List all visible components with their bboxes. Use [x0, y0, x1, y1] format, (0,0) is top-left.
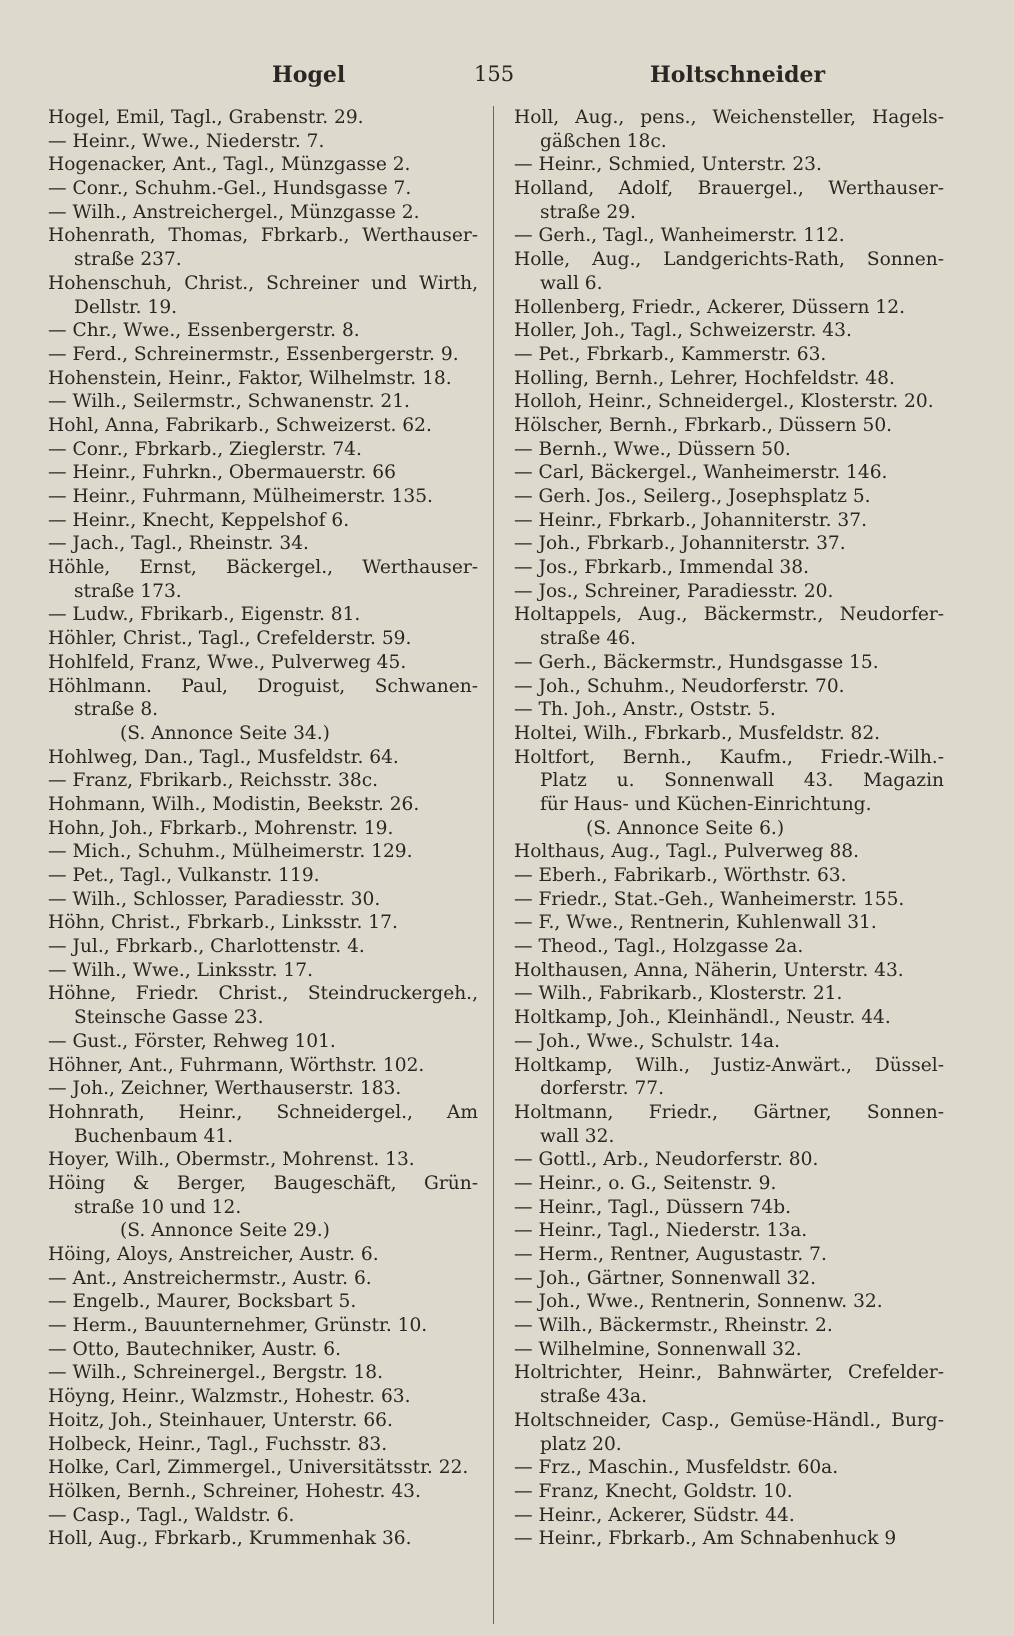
directory-line: Hohlfeld, Franz, Wwe., Pulverweg 45.	[48, 651, 407, 673]
directory-line: — Ludw., Fbrikarb., Eigenstr. 81.	[48, 604, 361, 626]
directory-line: — Gerh. Jos., Seilerg., Josephsplatz 5.	[514, 486, 871, 507]
directory-line: Holtmann, Friedr., Gärtner, Sonnen-	[514, 1101, 944, 1123]
directory-line: Hölscher, Bernh., Fbrkarb., Düssern 50.	[514, 414, 893, 436]
directory-line: — Heinr., Fbrkarb., Johanniterstr. 37.	[514, 509, 868, 531]
directory-line: — Carl, Bäckergel., Wanheimerstr. 146.	[514, 462, 888, 484]
directory-line: — Jos., Schreiner, Paradiesstr. 20.	[514, 580, 834, 602]
directory-line: Hogel, Emil, Tagl., Grabenstr. 29.	[48, 107, 364, 128]
directory-line: platz 20.	[540, 1433, 622, 1455]
directory-line: — Jul., Fbrkarb., Charlottenstr. 4.	[48, 936, 365, 958]
directory-line: — Wilh., Seilermstr., Schwanenstr. 21.	[48, 391, 410, 413]
directory-line: Holle, Aug., Landgerichts-Rath, Sonnen-	[514, 249, 944, 271]
directory-line: — Joh., Schuhm., Neudorferstr. 70.	[514, 675, 845, 697]
directory-line: — Herm., Rentner, Augustastr. 7.	[514, 1244, 827, 1265]
directory-line: Holtkamp, Wilh., Justiz-Anwärt., Düssel-	[514, 1054, 944, 1076]
directory-line: — Pet., Tagl., Vulkanstr. 119.	[48, 865, 320, 886]
directory-line: Steinsche Gasse 23.	[74, 1007, 264, 1029]
directory-line: — Herm., Bauunternehmer, Grünstr. 10.	[48, 1315, 428, 1337]
column-divider	[493, 106, 494, 1624]
directory-line: — Theod., Tagl., Holzgasse 2a.	[514, 936, 804, 958]
directory-line: Buchenbaum 41.	[74, 1125, 234, 1147]
directory-line: Hohenschuh, Christ., Schreiner und Wirth,	[48, 272, 478, 294]
directory-line: Hohn, Joh., Fbrkarb., Mohrenstr. 19.	[48, 817, 394, 839]
directory-line: — Heinr., Ackerer, Südstr. 44.	[514, 1504, 795, 1526]
directory-line: — Friedr., Stat.-Geh., Wanheimerstr. 155.	[514, 888, 905, 910]
directory-line: Hohenrath, Thomas, Fbrkarb., Werthauser-	[48, 225, 478, 247]
directory-line: — Th. Joh., Anstr., Oststr. 5.	[514, 699, 776, 721]
directory-line: — Jos., Fbrkarb., Immendal 38.	[514, 557, 809, 579]
directory-line: — Conr., Fbrkarb., Zieglerstr. 74.	[48, 438, 362, 460]
directory-line: — Heinr., Knecht, Keppelshof 6.	[48, 509, 350, 531]
directory-line: Holtappels, Aug., Bäckermstr., Neudorfer-	[514, 604, 944, 626]
directory-line: — Joh., Fbrkarb., Johanniterstr. 37.	[514, 533, 846, 555]
directory-line: — Otto, Bautechniker, Austr. 6.	[48, 1338, 341, 1360]
directory-line: Höhle, Ernst, Bäckergel., Werthauser-	[48, 557, 478, 579]
directory-line: — Joh., Wwe., Schulstr. 14a.	[514, 1030, 781, 1052]
directory-line: — Eberh., Fabrikarb., Wörthstr. 63.	[514, 865, 847, 886]
directory-line: Hogenacker, Ant., Tagl., Münzgasse 2.	[48, 154, 411, 176]
directory-line: — Gerh., Tagl., Wanheimerstr. 112.	[514, 225, 845, 247]
directory-line: Holtei, Wilh., Fbrkarb., Musfeldstr. 82.	[514, 722, 881, 744]
directory-line: Holbeck, Heinr., Tagl., Fuchsstr. 83.	[48, 1433, 388, 1455]
directory-line: — Jach., Tagl., Rheinstr. 34.	[48, 533, 309, 555]
directory-line: — Gust., Förster, Rehweg 101.	[48, 1030, 336, 1052]
directory-line: Holtschneider, Casp., Gemüse-Händl., Burg-	[514, 1409, 944, 1431]
directory-line: — Frz., Maschin., Musfeldstr. 60a.	[514, 1457, 839, 1479]
directory-line: Höhner, Ant., Fuhrmann, Wörthstr. 102.	[48, 1054, 425, 1076]
directory-line: (S. Annonce Seite 29.)	[120, 1220, 330, 1242]
directory-line: — Heinr., Tagl., Düssern 74b.	[514, 1196, 792, 1218]
directory-line: wall 32.	[540, 1125, 615, 1147]
directory-line: Hohmann, Wilh., Modistin, Beekstr. 26.	[48, 793, 420, 815]
page-header	[0, 62, 1014, 98]
directory-line: — Casp., Tagl., Waldstr. 6.	[48, 1504, 295, 1526]
directory-line: — Wilh., Fabrikarb., Klosterstr. 21.	[514, 983, 843, 1005]
directory-line: — F., Wwe., Rentnerin, Kuhlenwall 31.	[514, 912, 877, 934]
directory-line: Holtfort, Bernh., Kaufm., Friedr.-Wilh.-	[514, 746, 944, 768]
directory-line: — Franz, Knecht, Goldstr. 10.	[514, 1480, 793, 1502]
directory-line: straße 173.	[74, 580, 182, 602]
directory-line: — Heinr., Wwe., Niederstr. 7.	[48, 130, 325, 152]
header-right-word: Holtschneider	[650, 62, 826, 88]
directory-line: Dellstr. 19.	[74, 296, 178, 318]
directory-line: Holloh, Heinr., Schneidergel., Klosterstr. 20.	[514, 391, 934, 413]
directory-line: Höyng, Heinr., Walzmstr., Hohestr. 63.	[48, 1386, 411, 1408]
directory-line: straße 46.	[540, 628, 636, 650]
directory-line: straße 10 und 12.	[74, 1196, 242, 1218]
directory-line: — Ant., Anstreichermstr., Austr. 6.	[48, 1267, 372, 1289]
directory-line: (S. Annonce Seite 6.)	[586, 817, 785, 839]
directory-line: straße 29.	[540, 201, 636, 223]
directory-line: Holler, Joh., Tagl., Schweizerstr. 43.	[514, 320, 852, 342]
directory-line: — Joh., Gärtner, Sonnenwall 32.	[514, 1267, 817, 1289]
directory-line: — Joh., Wwe., Rentnerin, Sonnenw. 32.	[514, 1291, 883, 1313]
directory-line: straße 43a.	[540, 1386, 647, 1408]
directory-line: Holland, Adolf, Brauergel., Werthauser-	[514, 178, 944, 200]
directory-line: Holtkamp, Joh., Kleinhändl., Neustr. 44.	[514, 1007, 891, 1029]
directory-line: Holthausen, Anna, Näherin, Unterstr. 43.	[514, 959, 904, 981]
directory-line: — Bernh., Wwe., Düssern 50.	[514, 438, 791, 460]
directory-line: — Wilh., Schreinergel., Bergstr. 18.	[48, 1362, 384, 1384]
directory-line: — Pet., Fbrkarb., Kammerstr. 63.	[514, 343, 827, 365]
directory-line: Holthaus, Aug., Tagl., Pulverweg 88.	[514, 841, 860, 863]
directory-line: — Heinr., o. G., Seitenstr. 9.	[514, 1172, 777, 1194]
directory-line: — Wilh., Schlosser, Paradiesstr. 30.	[48, 888, 381, 910]
directory-line: Hoyer, Wilh., Obermstr., Mohrenst. 13.	[48, 1149, 415, 1171]
directory-line: — Wilh., Bäckermstr., Rheinstr. 2.	[514, 1315, 833, 1337]
directory-line: Platz u. Sonnenwall 43. Magazin	[540, 770, 944, 792]
directory-line: Hohnrath, Heinr., Schneidergel., Am	[48, 1101, 478, 1123]
directory-line: — Wilh., Anstreichergel., Münzgasse 2.	[48, 201, 420, 223]
directory-line: Holke, Carl, Zimmergel., Universitätsstr. 22.	[48, 1457, 469, 1479]
directory-line: — Gottl., Arb., Neudorferstr. 80.	[514, 1149, 819, 1171]
directory-line: Holl, Aug., pens., Weichensteller, Hagels-	[514, 107, 944, 128]
directory-line: (S. Annonce Seite 34.)	[120, 722, 330, 744]
directory-line: — Joh., Zeichner, Werthauserstr. 183.	[48, 1078, 402, 1100]
directory-line: — Heinr., Fuhrkn., Obermauerstr. 66	[48, 462, 396, 484]
page-number: 155	[474, 62, 515, 86]
right-column	[514, 106, 944, 1626]
directory-line: Hoitz, Joh., Steinhauer, Unterstr. 66.	[48, 1409, 393, 1431]
directory-line: Höing & Berger, Baugeschäft, Grün-	[48, 1172, 478, 1194]
directory-line: Höhne, Friedr. Christ., Steindruckergeh.,	[48, 983, 478, 1005]
directory-line: — Gerh., Bäckermstr., Hundsgasse 15.	[514, 651, 879, 673]
directory-line: — Chr., Wwe., Essenbergerstr. 8.	[48, 320, 360, 342]
left-column	[48, 106, 478, 1626]
directory-line: für Haus- und Küchen-Einrichtung.	[540, 793, 872, 815]
directory-line: Höhn, Christ., Fbrkarb., Linksstr. 17.	[48, 912, 398, 934]
directory-line: Holtrichter, Heinr., Bahnwärter, Crefelder-	[514, 1362, 944, 1384]
directory-line: gäßchen 18c.	[540, 130, 667, 152]
directory-line: Hohlweg, Dan., Tagl., Musfeldstr. 64.	[48, 746, 399, 768]
directory-line: straße 237.	[74, 249, 182, 271]
directory-line: Holl, Aug., Fbrkarb., Krummenhak 36.	[48, 1528, 412, 1550]
directory-line: Höhlmann. Paul, Droguist, Schwanen-	[48, 675, 478, 697]
directory-line: dorferstr. 77.	[540, 1078, 665, 1100]
directory-line: — Wilhelmine, Sonnenwall 32.	[514, 1338, 802, 1360]
directory-line: Holling, Bernh., Lehrer, Hochfeldstr. 48.	[514, 367, 895, 389]
directory-line: — Heinr., Tagl., Niederstr. 13a.	[514, 1220, 808, 1242]
header-left-word: Hogel	[272, 62, 346, 88]
directory-line: Hohl, Anna, Fabrikarb., Schweizerst. 62.	[48, 414, 432, 436]
directory-line: — Heinr., Fbrkarb., Am Schnabenhuck 9	[514, 1528, 897, 1550]
directory-line: Höhler, Christ., Tagl., Crefelderstr. 59.	[48, 628, 412, 650]
directory-line: — Franz, Fbrikarb., Reichsstr. 38c.	[48, 770, 379, 792]
directory-line: — Mich., Schuhm., Mülheimerstr. 129.	[48, 841, 413, 863]
directory-line: Höing, Aloys, Anstreicher, Austr. 6.	[48, 1244, 379, 1265]
directory-line: Hollenberg, Friedr., Ackerer, Düssern 12.	[514, 296, 906, 318]
directory-line: — Heinr., Fuhrmann, Mülheimerstr. 135.	[48, 486, 433, 507]
directory-line: wall 6.	[540, 272, 603, 294]
directory-line: — Ferd., Schreinermstr., Essenbergerstr. 9.	[48, 343, 459, 365]
directory-line: Hölken, Bernh., Schreiner, Hohestr. 43.	[48, 1480, 421, 1502]
directory-line: — Conr., Schuhm.-Gel., Hundsgasse 7.	[48, 178, 412, 200]
directory-line: Hohenstein, Heinr., Faktor, Wilhelmstr. 18.	[48, 367, 452, 389]
directory-line: — Heinr., Schmied, Unterstr. 23.	[514, 154, 822, 176]
directory-line: — Engelb., Maurer, Bocksbart 5.	[48, 1291, 357, 1313]
directory-line: straße 8.	[74, 699, 159, 721]
directory-line: — Wilh., Wwe., Linksstr. 17.	[48, 959, 313, 981]
